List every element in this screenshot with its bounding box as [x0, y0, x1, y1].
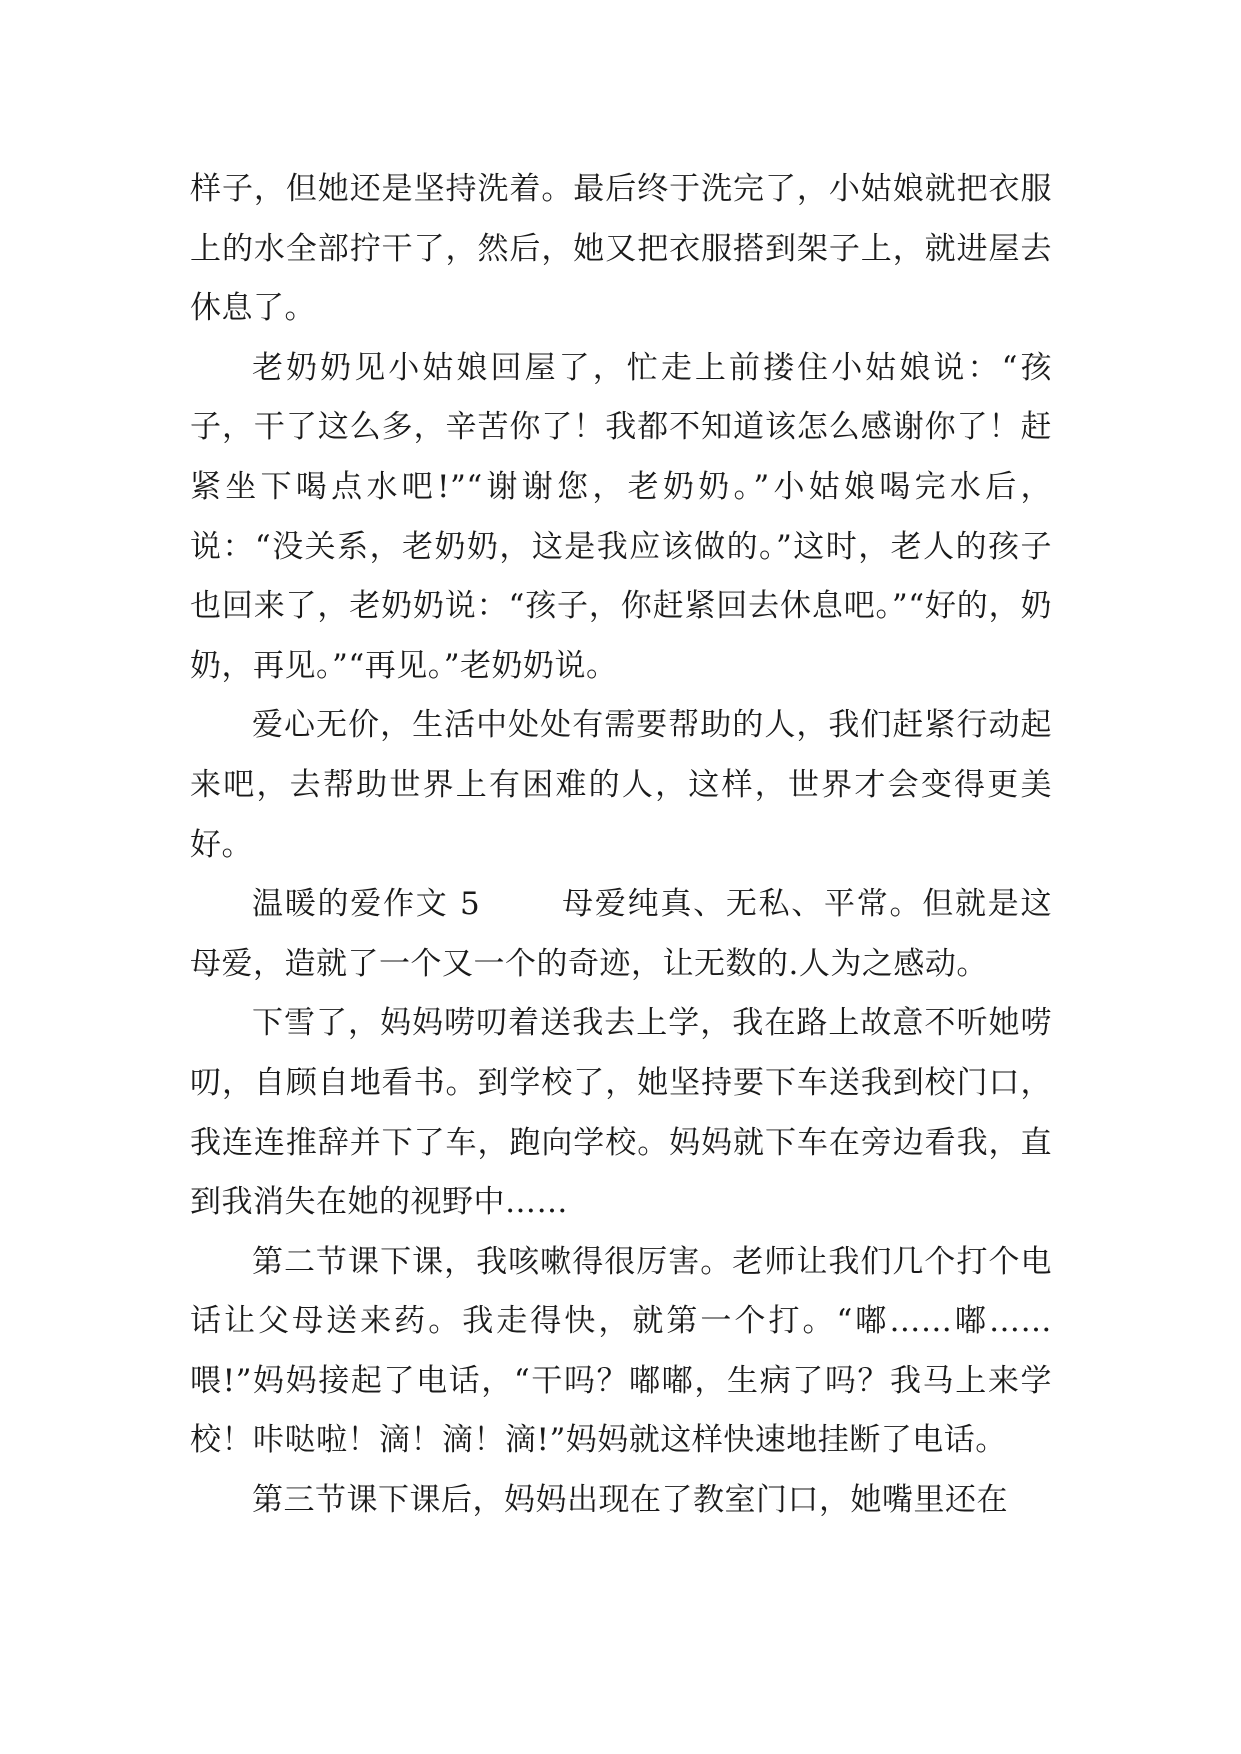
- paragraph-4: 下雪了，妈妈唠叨着送我去上学，我在路上故意不听她唠叨，自顾自地看书。到学校了，她坚持要下车送我到校门口，我连连推辞并下了车，跑向学校。妈妈就下车在旁边看我，直到我消失在她的视野中……: [190, 1005, 1052, 1221]
- paragraph-5: 第二节课下课，我咳嗽得很厉害。老师让我们几个打个电话让父母送来药。我走得快，就第一个打。“嘟……嘟……喂!”妈妈接起了电话，“干吗？嘟嘟，生病了吗？我马上来学校！咔哒啦！滴！滴！滴!”妈妈就这样快速地挂断了电话。: [190, 1243, 1052, 1459]
- paragraph-1: 样子，但她还是坚持洗着。最后终于洗完了，小姑娘就把衣服上的水全部拧干了，然后，她又把衣服搭到架子上，就进屋去休息了。: [190, 171, 1052, 327]
- section-title: 温暖的爱作文 5: [252, 886, 481, 923]
- paragraph-3: 爱心无价，生活中处处有需要帮助的人，我们赶紧行动起来吧，去帮助世界上有困难的人，这样，世界才会变得更美好。: [190, 707, 1052, 863]
- section-lead: 母爱纯真、无私、平常。但就是这母爱，造就了一个又一个的奇迹，让无数的.人为之感动。: [190, 886, 1053, 982]
- document-page: [190, 160, 1052, 1531]
- paragraph-6: 第三节课下课后，妈妈出现在了教室门口，她嘴里还在: [252, 1482, 1008, 1519]
- section-paragraph: [190, 875, 1052, 994]
- paragraph-2: 老奶奶见小姑娘回屋了，忙走上前搂住小姑娘说：“孩子，干了这么多，辛苦你了！我都不知道该怎么感谢你了！赶紧坐下喝点水吧!”“谢谢您，老奶奶。”小姑娘喝完水后，说：“没关系，老奶奶，这是我应该做的。”这时，老人的孩子也回来了，老奶奶说：“孩子，你赶紧回去休息吧。”“好的，奶奶，再见。”“再见。”老奶奶说。: [190, 349, 1052, 684]
